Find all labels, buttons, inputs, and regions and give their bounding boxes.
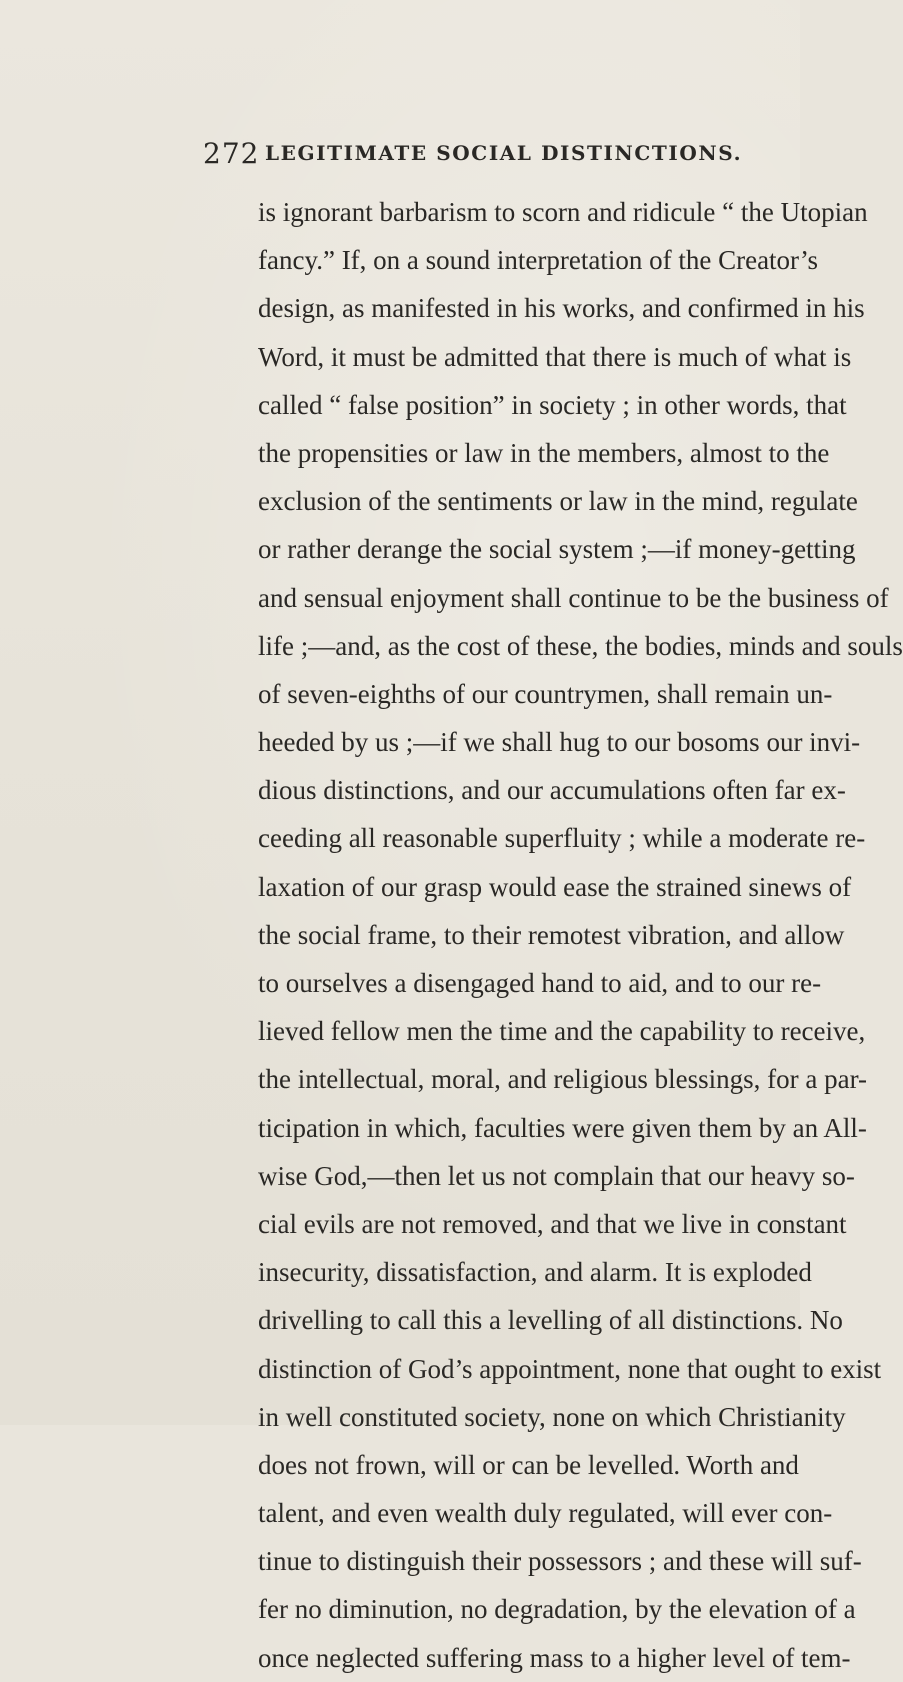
- text-line: does not frown, will or can be levelled. Worth and: [258, 1449, 799, 1480]
- text-line: fer no diminution, no degradation, by the elevation of a: [258, 1594, 856, 1625]
- text-line: is ignorant barbarism to scorn and ridicule “ the Utopian: [258, 197, 868, 227]
- text-line: the social frame, to their remotest vibration, and allow: [258, 919, 845, 950]
- text-line: in well constituted society, none on which Christianity: [258, 1401, 846, 1432]
- body-text: [258, 188, 903, 1682]
- text-line: dious distinctions, and our accumulations often far ex-: [258, 775, 846, 806]
- text-line: cial evils are not removed, and that we live in constant: [258, 1208, 847, 1239]
- text-line: or rather derange the social system ;—if money-getting: [258, 534, 856, 565]
- running-head: [203, 137, 743, 177]
- text-line: drivelling to call this a levelling of all distinctions. No: [258, 1305, 843, 1336]
- text-line: the propensities or law in the members, almost to the: [258, 437, 830, 468]
- text-line: distinction of God’s appointment, none that ought to exist: [258, 1353, 882, 1384]
- text-line: to ourselves a disengaged hand to aid, and to our re-: [258, 968, 822, 998]
- text-line: wise God,—then let us not complain that our heavy so-: [258, 1160, 855, 1191]
- page-number: 272: [203, 137, 260, 170]
- text-line: ceeding all reasonable superfluity ; while a moderate re-: [258, 823, 866, 854]
- text-line: lieved fellow men the time and the capability to receive,: [258, 1016, 866, 1047]
- text-line: ticipation in which, faculties were given them by an All-: [258, 1112, 867, 1143]
- text-line: laxation of our grasp would ease the strained sinews of: [258, 871, 852, 902]
- text-line: Word, it must be admitted that there is much of what is: [258, 341, 852, 372]
- text-line: life ;—and, as the cost of these, the bodies, minds and souls: [258, 630, 903, 661]
- text-line: of seven-eighths of our countrymen, shall remain un-: [258, 678, 833, 709]
- text-line: exclusion of the sentiments or law in the mind, regulate: [258, 486, 858, 517]
- running-head-title: LEGITIMATE SOCIAL DISTINCTIONS.: [265, 141, 743, 165]
- text-line: once neglected suffering mass to a higher level of tem-: [258, 1642, 851, 1673]
- text-line: and sensual enjoyment shall continue to be the business of: [258, 582, 889, 613]
- text-line: called “ false position” in society ; in other words, that: [258, 389, 847, 420]
- text-line: tinue to distinguish their possessors ; and these will suf-: [258, 1546, 862, 1577]
- text-line: the intellectual, moral, and religious blessings, for a par-: [258, 1064, 868, 1095]
- text-line: design, as manifested in his works, and confirmed in his: [258, 293, 865, 324]
- text-line: insecurity, dissatisfaction, and alarm. It is exploded: [258, 1257, 812, 1288]
- text-line: talent, and even wealth duly regulated, will ever con-: [258, 1498, 833, 1529]
- text-line: fancy.” If, on a sound interpretation of the Creator’s: [258, 245, 819, 276]
- text-line: heeded by us ;—if we shall hug to our bosoms our invi-: [258, 727, 861, 758]
